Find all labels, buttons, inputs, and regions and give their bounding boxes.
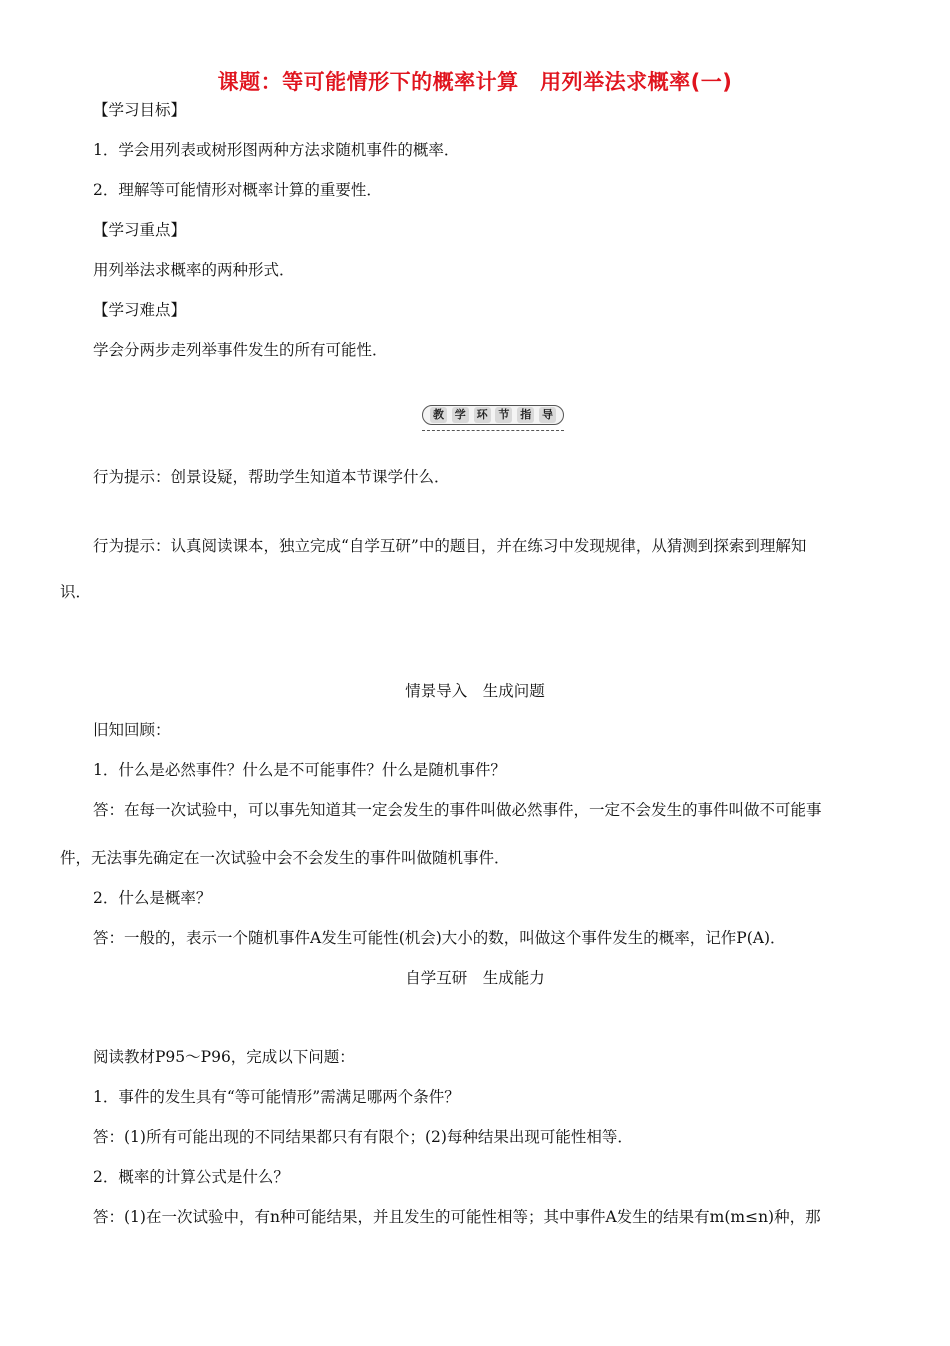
- study-question-1: 1．事件的发生具有“等可能情形”需满足哪两个条件？: [93, 1088, 460, 1106]
- difficulty-header: 【学习难点】: [93, 301, 187, 319]
- objective-1: 1．学会用列表或树形图两种方法求随机事件的概率．: [93, 141, 460, 159]
- teaching-guide-banner: [422, 403, 564, 433]
- objectives-header: 【学习目标】: [93, 101, 187, 119]
- review-question-2: 2．什么是概率？: [93, 889, 212, 907]
- banner-char: 导: [539, 407, 556, 423]
- section-2-title: 自学互研 生成能力: [405, 969, 545, 987]
- study-answer-1: 答：(1)所有可能出现的不同结果都只有有限个；(2)每种结果出现可能性相等．: [93, 1128, 633, 1146]
- banner-char: 指: [517, 407, 534, 423]
- section-1-title: 情景导入 生成问题: [405, 682, 545, 700]
- review-answer-1-line-2: 件，无法事先确定在一次试验中会不会发生的事件叫做随机事件．: [60, 849, 510, 867]
- review-header: 旧知回顾：: [93, 721, 171, 739]
- banner-char: 环: [474, 407, 491, 423]
- difficulty: 学会分两步走列举事件发生的所有可能性．: [93, 341, 388, 359]
- banner-char: 节: [495, 407, 512, 423]
- objective-2: 2．理解等可能情形对概率计算的重要性．: [93, 181, 382, 199]
- review-question-1: 1．什么是必然事件？什么是不可能事件？什么是随机事件？: [93, 761, 506, 779]
- reading-instruction: 阅读教材P95～P96，完成以下问题：: [93, 1048, 355, 1066]
- study-answer-2: 答：(1)在一次试验中，有n种可能结果，并且发生的可能性相等；其中事件A发生的结果有m(m≤n)种，那: [93, 1208, 821, 1226]
- hint-2-line-2: 识．: [60, 583, 92, 601]
- review-answer-2: 答：一般的，表示一个随机事件A发生可能性(机会)大小的数，叫做这个事件发生的概率，记作P(A)．: [93, 929, 786, 947]
- page-title: 课题：等可能情形下的概率计算 用列举法求概率(一): [217, 70, 733, 94]
- banner-char: 教: [430, 407, 447, 423]
- hint-1: 行为提示：创景设疑，帮助学生知道本节课学什么．: [93, 468, 450, 486]
- banner-char: 学: [452, 407, 469, 423]
- banner-dashed-rule: [422, 430, 564, 431]
- key-point: 用列举法求概率的两种形式．: [93, 261, 295, 279]
- review-answer-1-line-1: 答：在每一次试验中，可以事先知道其一定会发生的事件叫做必然事件，一定不会发生的事件叫做不可能事: [93, 801, 822, 819]
- hint-2-line-1: 行为提示：认真阅读课本，独立完成“自学互研”中的题目，并在练习中发现规律，从猜测到探索到理解知: [93, 537, 807, 555]
- study-question-2: 2．概率的计算公式是什么？: [93, 1168, 289, 1186]
- key-points-header: 【学习重点】: [93, 221, 187, 239]
